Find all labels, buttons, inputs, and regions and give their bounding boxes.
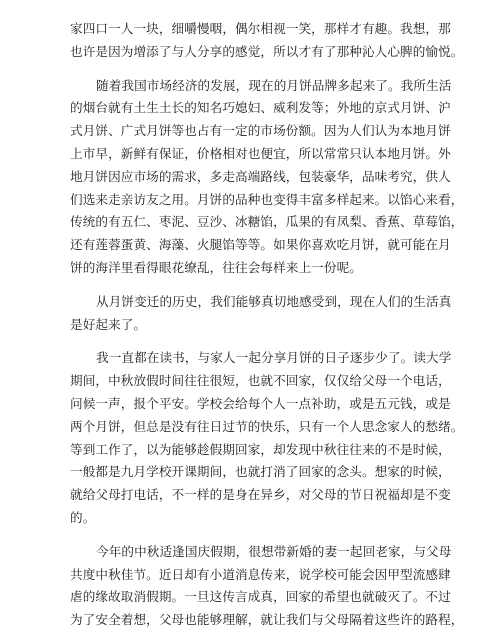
- text-line: 虐的缘故取消假期。一旦这传言成真，回家的希望也就破灭了。不过: [70, 589, 451, 605]
- paragraph: [70, 541, 464, 632]
- text-line: 传统的有五仁、枣泥、豆沙、冰糖馅，瓜果的有凤梨、香蕉、草莓馅，: [70, 214, 464, 230]
- paragraph: [70, 291, 452, 337]
- text-line: 问候一声，报个平安。学校会给每个人一点补助，或是五元钱，或是: [70, 395, 451, 411]
- text-line: 为了安全着想，父母也能够理解，就让我们与父母隔着这些许的路程，: [70, 612, 464, 628]
- text-line: 还有莲蓉蛋黄、海藻、火腿馅等等。如果你喜欢吃月饼，就可能在月: [70, 237, 451, 253]
- text-line: 就给父母打电话，不一样的是身在异乡，对父母的节日祝福却是不变: [70, 487, 451, 503]
- paragraph-gap: [70, 336, 430, 347]
- text-line: 们选来走亲访友之用。月饼的品种也变得丰富多样起来。以馅心来看，: [70, 191, 464, 207]
- paragraph-gap: [70, 64, 430, 75]
- paragraph-gap: [70, 530, 430, 541]
- text-line: 是好起来了。: [70, 316, 147, 332]
- text-line: 从月饼变迁的历史，我们能够真切地感受到，现在人们的生活真: [96, 293, 452, 309]
- text-line: 的。: [70, 509, 96, 525]
- text-line: 也许是因为增添了与人分享的感觉，所以才有了那种沁人心脾的愉悦。: [70, 43, 464, 59]
- text-line: 的烟台就有土生土长的知名巧媳妇、威利发等；外地的京式月饼、沪: [70, 100, 451, 116]
- text-line: 期间，中秋放假时间往往很短，也就不回家，仅仅给父母一个电话，: [70, 373, 451, 389]
- text-line: 式月饼、广式月饼等也占有一定的市场份额。因为人们认为本地月饼: [70, 123, 451, 139]
- text-line: 上市早，新鲜有保证，价格相对也便宜，所以常常只认本地月饼。外: [70, 145, 451, 161]
- text-line: 等到工作了，以为能够趁假期回家，却发现中秋往往来的不是时候，: [70, 441, 451, 457]
- paragraph: [70, 75, 464, 280]
- text-line: 饼的海洋里看得眼花缭乱，往往会每样来上一份呢。: [70, 259, 362, 275]
- text-line: 地月饼因应市场的需求，多走高端路线，包装豪华，品味考究，供人: [70, 168, 451, 184]
- text-line: 我一直都在读书，与家人一起分享月饼的日子逐步少了。读大学: [96, 350, 452, 366]
- paragraph: [70, 18, 464, 64]
- text-line: 随着我国市场经济的发展，现在的月饼品牌多起来了。我所生活: [96, 77, 452, 93]
- text-line: 两个月饼，但总是没有往日过节的快乐，只有一个人思念家人的愁绪。: [70, 418, 464, 434]
- paragraph: [70, 347, 464, 529]
- text-line: 今年的中秋适逢国庆假期，很想带新婚的妻一起回老家，与父母: [96, 543, 452, 559]
- text-line: 一般都是九月学校开课期间，也就打消了回家的念头。想家的时候，: [70, 464, 451, 480]
- text-line: 家四口一人一块，细嚼慢咽，偶尔相视一笑，那样才有趣。我想，那: [70, 21, 451, 36]
- document-body: [70, 18, 464, 632]
- paragraph-gap: [70, 280, 430, 291]
- text-line: 共度中秋佳节。近日却有小道消息传来，说学校可能会因甲型流感肆: [70, 566, 451, 582]
